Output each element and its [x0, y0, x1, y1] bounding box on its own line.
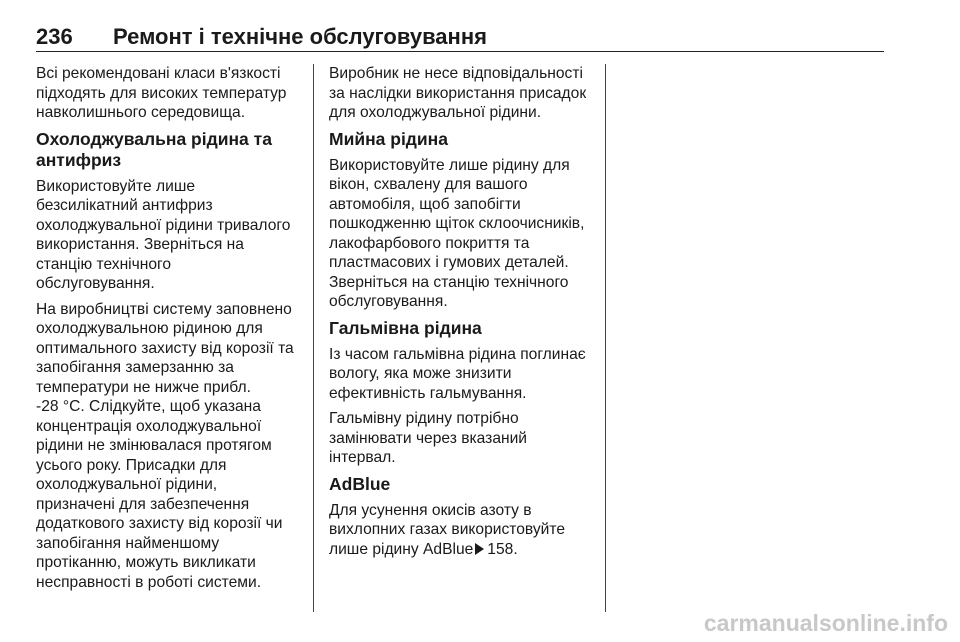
heading-coolant: Охолоджувальна рідина та антифриз [36, 128, 272, 170]
manufacturer-note: Виробник не несе відповідальності за наслідки використання присадок для охолоджувальної рідини. [329, 65, 587, 121]
brake-paragraph-1: Із часом гальмівна рідина поглинає вологу, яка може знизити ефективність гальмування. [329, 345, 586, 402]
coolant-paragraph-1: Використовуйте лише безсилікатний антифриз охолоджувальної рідини тривалого використання. Зверніться на станцію технічного обслуговування. [36, 177, 291, 292]
page-title: Ремонт і технічне обслуговування [113, 24, 487, 49]
adblue-paragraph [329, 501, 597, 560]
page-number: 236 [36, 24, 73, 49]
triangle-reference-icon [475, 543, 484, 555]
coolant-paragraph-2: На виробництві систему заповнено охолоджувальною рідиною для оптимального захисту від корозії та запобігання замерзанню за температури не нижче прибл. -28 °C. Слідкуйте, щоб указана концентрація охолоджувальної рідини не змінювалася протягом усього року. Присадки для охолоджувальної рідини, призначені для забезпечення додаткового захисту від корозії чи запобігання найменшому протіканню, можуть викликати несправності в роботі системи. [36, 300, 294, 591]
heading-washer-fluid: Мийна рідина [329, 128, 448, 149]
column-right [329, 64, 597, 565]
heading-adblue: AdBlue [329, 473, 391, 494]
adblue-text: Для усунення окисів азоту в вихлопних газах використовуйте лише рідину AdBlue [329, 501, 565, 558]
heading-brake-fluid: Гальмівна рідина [329, 317, 482, 338]
column-divider-left [313, 64, 314, 612]
intro-paragraph: Всі рекомендовані класи в'язкості підходять для високих температур навколишнього середовища. [36, 65, 287, 121]
brake-paragraph-2: Гальмівну рідину потрібно замінювати через вказаний інтервал. [329, 410, 528, 466]
washer-paragraph: Використовуйте лише рідину для вікон, схвалену для вашого автомобіля, щоб запобігти пошкодженню щіток склоочисників, лакофарбового покриття та пластмасових і гумових деталей. Зверніться на станцію технічного обслуговування. [329, 156, 585, 310]
watermark: carmanualsonline.info [703, 610, 948, 636]
page-header [36, 26, 884, 52]
column-left [36, 64, 304, 598]
column-divider-right [605, 64, 606, 612]
adblue-page-reference[interactable]: 158. [487, 540, 518, 558]
